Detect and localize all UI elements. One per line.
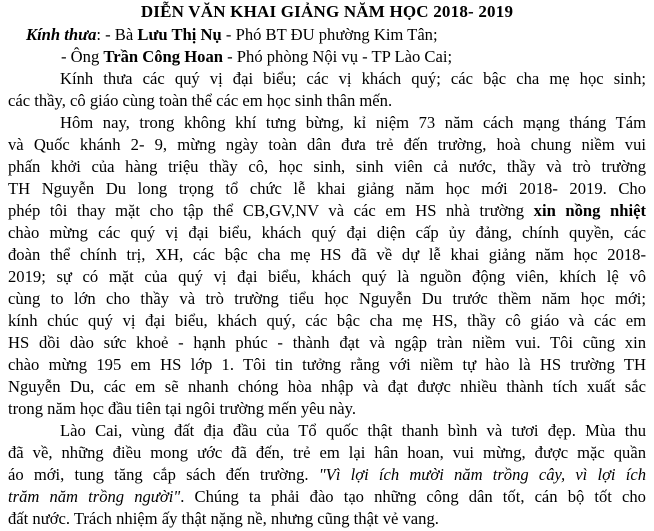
address-salutation: Kính thưa (26, 25, 97, 44)
proverb-part-2: trăm năm trồng người" (8, 487, 181, 506)
para2-line-2: và Quốc khánh 2- 9, mừng ngày toàn dân đưa trẻ đến trường, hoà chung niềm vui (8, 135, 646, 154)
para2-line-5-text: phép tôi thay mặt cho tập thể CB,GV,NV và các em HS nhà trường (8, 201, 534, 220)
para2-line-1: Hôm nay, trong không khí tưng bừng, kỉ niệm 73 năm cách mạng tháng Tám (60, 113, 646, 132)
para3-line-2: đã về, những điều mong ước đã đến, trẻ em lại hân hoan, vui mừng, được mặc quần (8, 443, 646, 462)
guest-name-1: Lưu Thị Nụ (137, 25, 222, 44)
proverb-part-1: "Vì lợi ích mười năm trồng cây, vì lợi ích (318, 465, 646, 484)
para2-line-10: kính chúc quý vị đại biểu, khách quý, các bậc cha mẹ HS, thầy cô giáo và các em (8, 311, 646, 330)
para2-line-11: HS dồi dào sức khoẻ - hạnh phúc - thành đạt và ngập tràn niềm vui. Tôi cũng xin (8, 333, 646, 352)
para3-line-4-text: . Chúng ta phải đào tạo những công dân tốt, cán bộ tốt cho (180, 487, 646, 506)
para2-line-13: Nguyễn Du, các em sẽ nhanh chóng hòa nhập và đạt được nhiều thành tích xuất sắc (8, 377, 646, 396)
para3-line-4 (8, 486, 646, 508)
address-sep: : - Bà (96, 25, 138, 44)
para1-line-2: các thầy, cô giáo cùng toàn thể các em học sinh thân mến. (8, 91, 393, 110)
para2-emphasis: xin nồng nhiệt (533, 201, 646, 220)
speech-title: DIỄN VĂN KHAI GIẢNG NĂM HỌC 2018- 2019 (140, 2, 514, 21)
address-line-1 (8, 24, 646, 46)
para2-line-7: đoàn thể chính trị, XH, các bậc cha mẹ HS đã về dự lễ khai giảng năm học 2018- (8, 245, 646, 264)
address-prefix-2: - Ông (61, 47, 104, 66)
guest-name-2: Trần Công Hoan (103, 47, 223, 66)
para2-line-14: trong năm học đầu tiên tại ngôi trường mến yêu này. (8, 399, 357, 418)
para1-line-1: Kính thưa các quý vị đại biểu; các vị khách quý; các bậc cha mẹ học sinh; (60, 69, 646, 88)
guest-title-2: - Phó phòng Nội vụ - TP Lào Cai; (222, 47, 453, 66)
para2-line-6: chào mừng các quý vị đại biểu, khách quý đại diện cấp ủy đảng, chính quyền, các (8, 223, 646, 242)
para3-line-3 (8, 464, 646, 486)
para2-line-8: 2019; sự có mặt của quý vị đại biểu, khách quý là nguồn động viên, khích lệ vô (8, 267, 646, 286)
para2-line-5 (8, 200, 646, 222)
document-page (0, 2, 654, 531)
address-line-2 (8, 46, 646, 68)
para2-line-9: cùng to lớn cho thầy và trò trường tiểu học Nguyễn Du trước thềm năm học mới; (8, 289, 646, 308)
para2-line-3: phấn khởi của hàng triệu thầy cô, học sinh, sinh viên cả nước, thầy và trò trường (8, 157, 646, 176)
para3-line-5: đất nước. Trách nhiệm ấy thật nặng nề, nhưng cũng thật vẻ vang. (8, 509, 439, 528)
guest-title-1: - Phó BT ĐU phường Kim Tân; (221, 25, 438, 44)
para3-line-1: Lào Cai, vùng đất địa đầu của Tổ quốc thật thanh bình và tươi đẹp. Mùa thu (60, 421, 646, 440)
para3-line-3-text: áo mới, tung tăng cắp sách đến trường. (8, 465, 319, 484)
para2-line-12: chào mừng 195 em HS lớp 1. Tôi tin tưởng rằng với niềm tự hào là HS trường TH (8, 355, 646, 374)
para2-line-4: TH Nguyễn Du long trọng tổ chức lễ khai giảng năm học mới 2018- 2019. Cho (8, 179, 646, 198)
